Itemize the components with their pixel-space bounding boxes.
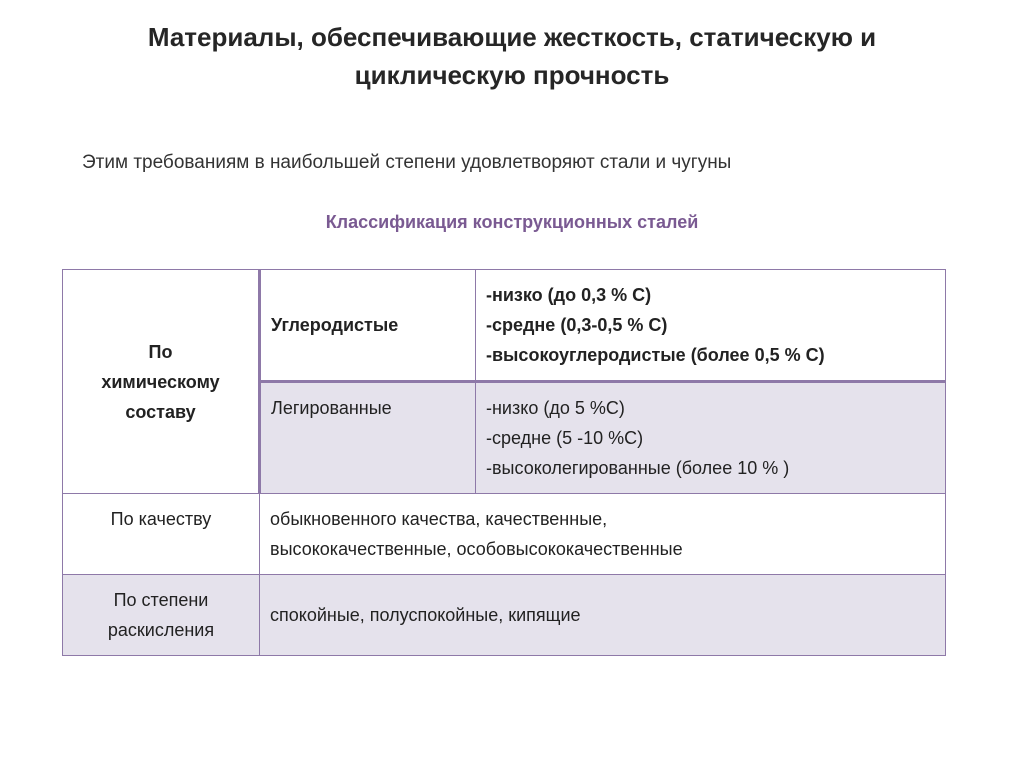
carbon-steel-grades-cell [476, 270, 946, 382]
slide-title-line-2: циклическую прочность [354, 60, 670, 90]
quality-value-line: высококачественные, особовысококачественные [270, 539, 683, 559]
deoxidation-label-line: раскисления [107, 620, 215, 640]
carbon-steel-label: Углеродистые [271, 314, 399, 335]
alloy-steel-label: Легированные [271, 398, 392, 418]
alloy-grade-item: -низко (до 5 %С) [486, 398, 625, 418]
carbon-steel-cell [260, 270, 476, 382]
chem-label-line: По [148, 341, 173, 362]
alloy-grade-item: -средне (5 -10 %С) [486, 428, 644, 448]
carbon-grade-item: -низко (до 0,3 % С) [486, 285, 652, 305]
table-row-carbon [63, 270, 946, 382]
carbon-grade-item: -средне (0,3-0,5 % С) [486, 315, 668, 335]
deoxidation-value-cell [260, 575, 946, 656]
slide-title-line-1: Материалы, обеспечивающие жесткость, статическую и [147, 22, 877, 52]
quality-label-cell [63, 494, 260, 575]
deoxidation-label-line: По степени [113, 590, 209, 610]
slide-title [0, 18, 1024, 94]
carbon-grade-item: -высокоуглеродистые (более 0,5 % С) [486, 345, 825, 365]
quality-label: По качеству [110, 509, 212, 529]
alloy-steel-grades-cell [476, 382, 946, 494]
table-row-quality [63, 494, 946, 575]
table-row-deoxidation [63, 575, 946, 656]
alloy-steel-cell [260, 382, 476, 494]
quality-value-line: обыкновенного качества, качественные, [270, 509, 608, 529]
chem-composition-label-cell [63, 270, 260, 494]
deoxidation-value: спокойные, полуспокойные, кипящие [270, 604, 581, 625]
chem-label-line: составу [125, 401, 196, 422]
subtitle: Этим требованиям в наибольшей степени удовлетворяют стали и чугуны [82, 152, 732, 173]
alloy-grade-item: -высоколегированные (более 10 % ) [486, 458, 790, 478]
table-caption: Классификация конструкционных сталей [325, 212, 699, 232]
quality-value-cell [260, 494, 946, 575]
chem-label-line: химическому [101, 371, 220, 392]
deoxidation-label-cell [63, 575, 260, 656]
classification-table [62, 269, 946, 656]
